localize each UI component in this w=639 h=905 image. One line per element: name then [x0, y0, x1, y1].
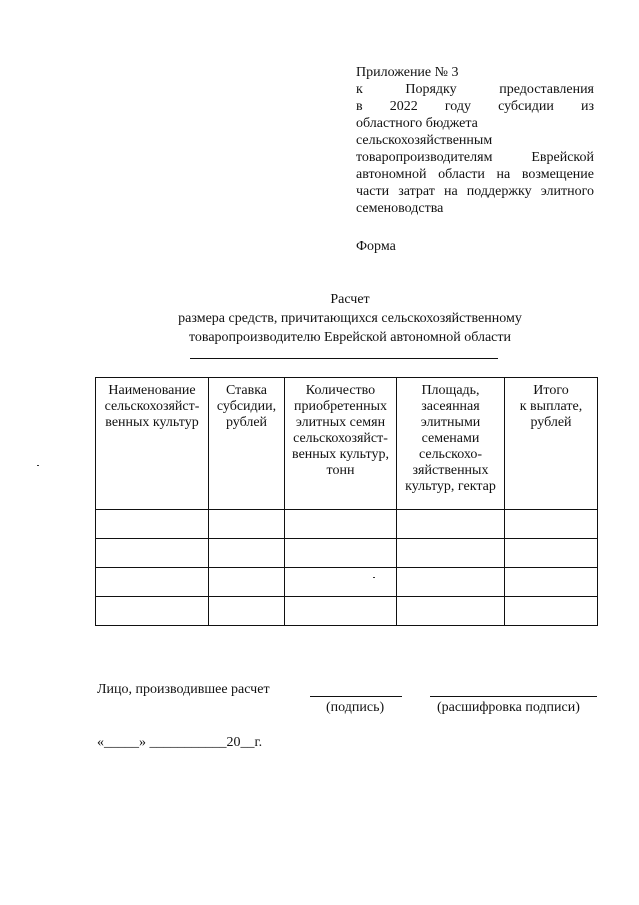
header-crop-name: Наименование сельскохозяйст- венных культур — [96, 378, 209, 510]
table-cell[interactable] — [505, 568, 598, 597]
title-line-2: размера средств, причитающихся сельскохозяйственному — [178, 311, 522, 326]
table-row — [96, 597, 598, 626]
header-total-payment: Итого к выплате, рублей — [505, 378, 598, 510]
table-cell[interactable] — [209, 510, 285, 539]
date-field[interactable]: «_____» ___________20__г. — [97, 735, 263, 750]
table-cell[interactable] — [505, 597, 598, 626]
header-seed-quantity: Количество приобретенных элитных семян сельскохозяйст- венных культур, тонн — [285, 378, 397, 510]
table-cell[interactable] — [397, 510, 505, 539]
table-cell[interactable] — [96, 568, 209, 597]
appendix-line: товаропроизводителям Еврейской — [356, 150, 594, 165]
appendix-line: сельскохозяйственным — [356, 133, 493, 148]
scan-speck — [373, 577, 375, 578]
signature-caption: (подпись) — [326, 700, 385, 715]
table-cell[interactable] — [505, 539, 598, 568]
appendix-line: к Порядку предоставления — [356, 82, 594, 97]
table-cell[interactable] — [397, 539, 505, 568]
calculation-table — [95, 377, 598, 626]
signature-field-line[interactable] — [310, 696, 402, 697]
table-header-row — [96, 378, 598, 510]
table-row — [96, 510, 598, 539]
table-cell[interactable] — [285, 510, 397, 539]
table-cell[interactable] — [397, 597, 505, 626]
table-cell[interactable] — [96, 539, 209, 568]
appendix-line: автономной области на возмещение — [356, 167, 594, 182]
table-cell[interactable] — [285, 568, 397, 597]
table-cell[interactable] — [209, 568, 285, 597]
table-cell[interactable] — [209, 539, 285, 568]
header-subsidy-rate: Ставка субсидии, рублей — [209, 378, 285, 510]
appendix-line: в 2022 году субсидии из — [356, 99, 594, 114]
table-row — [96, 539, 598, 568]
signature-decoding-field-line[interactable] — [430, 696, 597, 697]
table-cell[interactable] — [505, 510, 598, 539]
scan-speck — [37, 465, 39, 466]
table-cell[interactable] — [96, 510, 209, 539]
table-row — [96, 568, 598, 597]
table-cell[interactable] — [397, 568, 505, 597]
signer-label: Лицо, производившее расчет — [97, 682, 270, 697]
table-cell[interactable] — [285, 597, 397, 626]
appendix-line: части затрат на поддержку элитного — [356, 184, 594, 199]
document-title — [100, 291, 600, 348]
title-line-1: Расчет — [330, 292, 370, 307]
table-cell[interactable] — [96, 597, 209, 626]
appendix-line: семеноводства — [356, 201, 444, 216]
appendix-block — [356, 64, 594, 217]
header-sown-area: Площадь, засеянная элитными семенами сельскохо- зяйственных культур, гектар — [397, 378, 505, 510]
form-label: Форма — [356, 239, 396, 254]
table-cell[interactable] — [285, 539, 397, 568]
title-line-3: товаропроизводителю Еврейской автономной области — [188, 330, 512, 345]
table-cell[interactable] — [209, 597, 285, 626]
signature-decoding-caption: (расшифровка подписи) — [437, 700, 580, 715]
appendix-line: областного бюджета — [356, 116, 478, 131]
appendix-heading: Приложение № 3 — [356, 65, 459, 80]
recipient-blank-line[interactable] — [190, 358, 498, 359]
